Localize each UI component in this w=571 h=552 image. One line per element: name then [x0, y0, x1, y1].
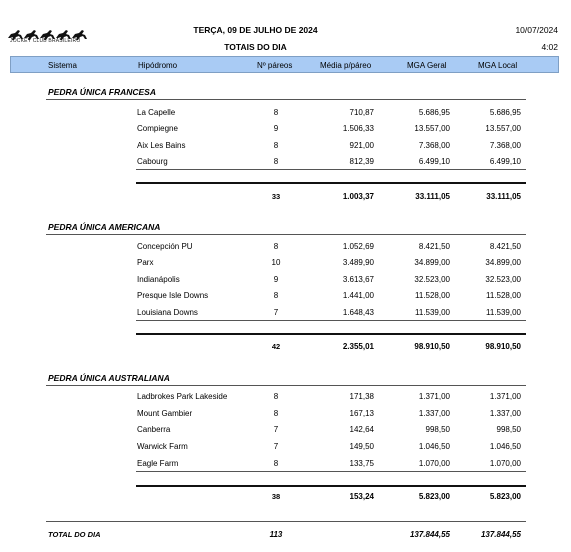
mga-geral-cell: 998,50 — [425, 425, 450, 434]
mga-local-cell: 1.337,00 — [489, 409, 521, 418]
pareos-cell: 8 — [273, 459, 279, 468]
mga-local-cell: 1.046,50 — [489, 442, 521, 451]
pareos-cell: 9 — [273, 275, 279, 284]
hipodromo-cell: La Capelle — [137, 108, 176, 117]
subtotal-divider — [136, 485, 526, 487]
hipodromo-cell: Parx — [137, 258, 154, 267]
media-cell: 1.506,33 — [342, 124, 374, 133]
grand-total-mga-geral: 137.844,55 — [409, 530, 450, 539]
media-cell: 1.441,00 — [342, 291, 374, 300]
section-divider — [46, 99, 526, 100]
col-mga-local: MGA Local — [478, 60, 518, 70]
subtotal-mga-local: 5.823,00 — [489, 492, 521, 501]
table-row — [0, 425, 571, 437]
col-mga-geral: MGA Geral — [407, 60, 447, 70]
section-title: PEDRA ÚNICA AMERICANA — [48, 222, 161, 232]
mga-geral-cell: 1.337,00 — [418, 409, 450, 418]
mga-local-cell: 998,50 — [496, 425, 521, 434]
mga-geral-cell: 11.528,00 — [415, 291, 450, 300]
logo-caption: JOCKEY CLUB BRASILEIRO — [10, 38, 81, 44]
grand-total-row — [0, 530, 571, 542]
mga-local-cell: 6.499,10 — [489, 157, 521, 166]
mga-geral-cell: 1.070,00 — [418, 459, 450, 468]
mga-local-cell: 7.368,00 — [489, 141, 521, 150]
table-row — [0, 108, 571, 120]
pareos-cell: 7 — [273, 442, 279, 451]
col-media: Média p/páreo — [320, 60, 372, 70]
report-subtitle: TOTAIS DO DIA — [224, 42, 287, 52]
hipodromo-cell: Louisiana Downs — [137, 308, 198, 317]
mga-local-cell: 34.899,00 — [485, 258, 521, 267]
subtotal-mga-local: 33.111,05 — [486, 192, 521, 201]
mga-geral-cell: 32.523,00 — [414, 275, 450, 284]
table-row — [0, 157, 571, 169]
grand-total-mga-local: 137.844,55 — [480, 530, 521, 539]
mga-local-cell: 5.686,95 — [489, 108, 521, 117]
hipodromo-cell: Warwick Farm — [137, 442, 188, 451]
print-date: 10/07/2024 — [515, 25, 558, 35]
table-row — [0, 141, 571, 153]
pareos-cell: 8 — [273, 108, 279, 117]
table-row — [0, 392, 571, 404]
column-header-bar — [10, 56, 559, 73]
mga-geral-cell: 6.499,10 — [418, 157, 450, 166]
table-row — [0, 258, 571, 270]
media-cell: 3.489,90 — [342, 258, 374, 267]
subtotal-pareos: 42 — [271, 342, 281, 351]
subtotal-row — [0, 192, 571, 204]
mga-local-cell: 8.421,50 — [489, 242, 521, 251]
subtotal-row — [0, 492, 571, 504]
subtotal-media: 153,24 — [349, 492, 374, 501]
hipodromo-cell: Compiegne — [137, 124, 178, 133]
mga-local-cell: 1.070,00 — [489, 459, 521, 468]
subtotal-mga-geral: 5.823,00 — [418, 492, 450, 501]
mga-geral-cell: 5.686,95 — [418, 108, 450, 117]
mga-local-cell: 32.523,00 — [485, 275, 521, 284]
mga-geral-cell: 11.539,00 — [415, 308, 450, 317]
subtotal-pareos: 38 — [271, 492, 281, 501]
pareos-cell: 8 — [273, 291, 279, 300]
mga-geral-cell: 13.557,00 — [414, 124, 450, 133]
subtotal-pareos: 33 — [271, 192, 281, 201]
pareos-cell: 10 — [271, 258, 281, 267]
pareos-cell: 8 — [273, 409, 279, 418]
hipodromo-cell: Ladbrokes Park Lakeside — [137, 392, 228, 401]
section-divider — [46, 385, 526, 386]
table-row — [0, 308, 571, 320]
media-cell: 710,87 — [349, 108, 374, 117]
hipodromo-cell: Indianápolis — [137, 275, 180, 284]
subtotal-divider — [136, 333, 526, 335]
pareos-cell: 8 — [273, 157, 279, 166]
table-row — [0, 409, 571, 421]
section-divider — [46, 234, 526, 235]
col-pareos: Nº páreos — [257, 60, 293, 70]
media-cell: 133,75 — [349, 459, 374, 468]
row-divider — [136, 169, 526, 170]
hipodromo-cell: Concepción PU — [137, 242, 193, 251]
table-row — [0, 275, 571, 287]
media-cell: 921,00 — [349, 141, 374, 150]
mga-geral-cell: 34.899,00 — [414, 258, 450, 267]
subtotal-mga-local: 98.910,50 — [485, 342, 521, 351]
row-divider — [136, 320, 526, 321]
section-title: PEDRA ÚNICA FRANCESA — [48, 87, 156, 97]
mga-local-cell: 1.371,00 — [489, 392, 521, 401]
media-cell: 142,64 — [349, 425, 374, 434]
subtotal-divider — [136, 182, 526, 184]
media-cell: 1.648,43 — [342, 308, 374, 317]
pareos-cell: 8 — [273, 141, 279, 150]
media-cell: 1.052,69 — [342, 242, 374, 251]
subtotal-mga-geral: 33.111,05 — [415, 192, 450, 201]
hipodromo-cell: Aix Les Bains — [137, 141, 186, 150]
mga-geral-cell: 1.371,00 — [418, 392, 450, 401]
grand-total-pareos: 113 — [269, 530, 283, 539]
hipodromo-cell: Canberra — [137, 425, 171, 434]
pareos-cell: 7 — [273, 425, 279, 434]
pareos-cell: 7 — [273, 308, 279, 317]
pareos-cell: 8 — [273, 242, 279, 251]
mga-local-cell: 13.557,00 — [485, 124, 521, 133]
total-divider — [46, 521, 526, 522]
mga-local-cell: 11.539,00 — [486, 308, 521, 317]
media-cell: 3.613,67 — [342, 275, 374, 284]
pareos-cell: 8 — [273, 392, 279, 401]
col-sistema: Sistema — [48, 60, 77, 70]
subtotal-mga-geral: 98.910,50 — [414, 342, 450, 351]
hipodromo-cell: Eagle Farm — [137, 459, 179, 468]
subtotal-media: 2.355,01 — [342, 342, 374, 351]
subtotal-media: 1.003,37 — [342, 192, 374, 201]
report-date-title: TERÇA, 09 DE JULHO DE 2024 — [193, 25, 318, 35]
media-cell: 812,39 — [349, 157, 374, 166]
subtotal-row — [0, 342, 571, 354]
grand-total-label: TOTAL DO DIA — [48, 530, 101, 539]
table-row — [0, 242, 571, 254]
hipodromo-cell: Presque Isle Downs — [137, 291, 209, 300]
table-row — [0, 291, 571, 303]
col-hipodromo: Hipódromo — [138, 60, 178, 70]
table-row — [0, 124, 571, 136]
pareos-cell: 9 — [273, 124, 279, 133]
row-divider — [136, 471, 526, 472]
mga-local-cell: 11.528,00 — [486, 291, 521, 300]
media-cell: 167,13 — [349, 409, 374, 418]
media-cell: 149,50 — [349, 442, 374, 451]
mga-geral-cell: 1.046,50 — [418, 442, 450, 451]
media-cell: 171,38 — [349, 392, 374, 401]
mga-geral-cell: 8.421,50 — [418, 242, 450, 251]
print-time: 4:02 — [541, 42, 558, 52]
mga-geral-cell: 7.368,00 — [418, 141, 450, 150]
hipodromo-cell: Cabourg — [137, 157, 168, 166]
hipodromo-cell: Mount Gambier — [137, 409, 193, 418]
table-row — [0, 459, 571, 471]
section-title: PEDRA ÚNICA AUSTRALIANA — [48, 373, 170, 383]
table-row — [0, 442, 571, 454]
